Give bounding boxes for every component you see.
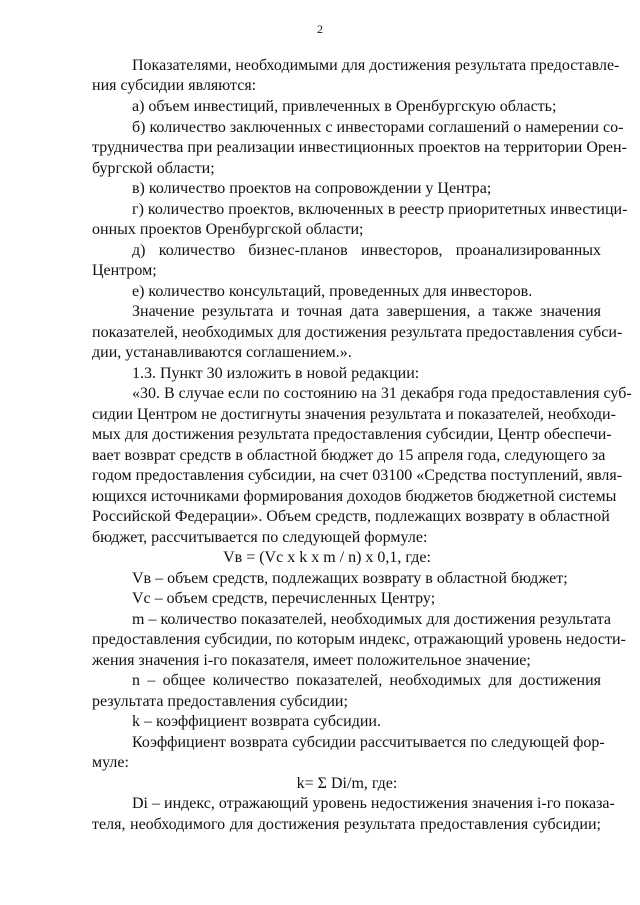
formula-vv: Vв = (Vc x k x m / n) x 0,1, где: [223,549,431,566]
text-line: Vc – объем средств, перечисленных Центру; [132,590,436,607]
text-line: показателей, необходимых для достижения результата предоставления субси- [92,324,623,341]
text-line: г) количество проектов, включенных в реестр приоритетных инвестици- [132,201,628,218]
text-line: результата предоставления субсидии; [92,693,348,710]
text-line: n – общее количество показателей, необходимых для достижения [132,672,601,689]
text-line: муле: [92,754,129,771]
text-line: а) объем инвестиций, привлеченных в Оренбургскую область; [132,98,557,115]
page-number: 2 [317,22,323,36]
text-line: вает возврат средств в областной бюджет до 15 апреля года, следующего за [92,447,606,464]
text-line: Vв – объем средств, подлежащих возврату в областной бюджет; [132,570,568,587]
text-line: теля, необходимого для достижения результата предоставления субсидии; [92,816,601,833]
text-line: в) количество проектов на сопровождении у Центра; [132,180,492,197]
text-line: предоставления субсидии, по которым индекс, отражающий уровень недости- [92,631,626,648]
formula-k: k= Σ Di/m, где: [296,775,398,792]
text-line: онных проектов Оренбургской области; [92,221,364,238]
text-line: е) количество консультаций, проведенных для инвесторов. [132,283,533,300]
text-line: m – количество показателей, необходимых для достижения результата [132,611,611,628]
text-line: ния субсидии являются: [92,77,257,94]
text-line: Коэффициент возврата субсидии рассчитывается по следующей фор- [132,734,605,751]
text-line: Di – индекс, отражающий уровень недостижения значения i-го показа- [132,795,615,812]
text-line: жения значения i-го показателя, имеет положительное значение; [92,652,531,669]
text-line: «30. В случае если по состоянию на 31 декабря года предоставления суб- [132,385,632,402]
text-line: 1.3. Пункт 30 изложить в новой редакции: [132,365,420,382]
text-line: трудничества при реализации инвестиционных проектов на территории Орен- [92,139,627,156]
text-line: б) количество заключенных с инвесторами соглашений о намерении со- [132,119,624,136]
text-line: Значение результата и точная дата завершения, а также значения [132,303,601,320]
text-line: бюджет, рассчитывается по следующей формуле: [92,529,428,546]
text-line: ющихся источниками формирования доходов бюджетов бюджетной системы [92,488,617,505]
text-line: годом предоставления субсидии, на счет 03100 «Средства поступлений, явля- [92,467,623,484]
text-line: Показателями, необходимыми для достижения результата предоставле- [132,57,620,74]
text-line: Российской Федерации». Объем средств, подлежащих возврату в областной [92,508,610,525]
text-line: мых для достижения результата предоставления субсидии, Центр обеспечи- [92,426,612,443]
text-line: дии, устанавливаются соглашением.». [92,344,352,361]
text-line: д) количество бизнес-планов инвесторов, проанализированных [132,242,601,259]
text-line: Центром; [92,262,157,279]
text-line: сидии Центром не достигнуты значения результата и показателей, необходи- [92,406,616,423]
text-line: бургской области; [92,160,215,177]
text-line: k – коэффициент возврата субсидии. [132,713,381,730]
